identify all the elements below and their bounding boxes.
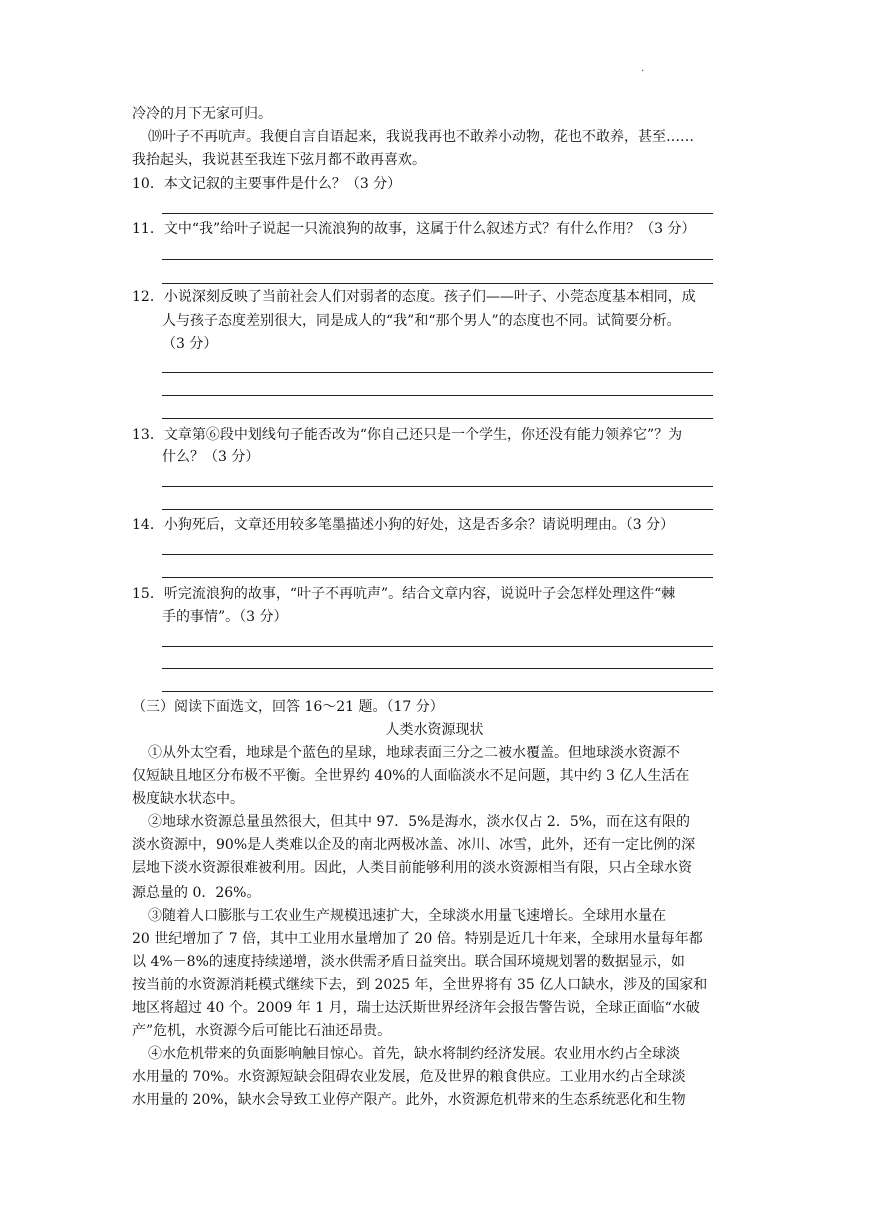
passage-line: ①从外太空看，地球是个蓝色的星球，地球表面三分之二被水覆盖。但地球淡水资源不: [148, 745, 680, 761]
passage-line: 源总量的 0．26%。: [132, 885, 261, 901]
answer-line: [162, 554, 713, 555]
passage-title: 人类水资源现状: [385, 722, 484, 738]
passage-line: ④水危机带来的负面影响触目惊心。首先，缺水将制约经济发展。农业用水约占全球淡: [148, 1046, 680, 1062]
question-12-line: （3 分）: [162, 336, 218, 352]
passage-line: 20 世纪增加了 7 倍，其中工业用水量增加了 20 倍。特别是近几十年来，全球用水量每年都: [132, 931, 703, 947]
question-13-line: 13．文章第⑥段中划线句子能否改为“你自己还只是一个学生，你还没有能力领养它”？为: [132, 427, 683, 443]
passage-line: 产”危机，水资源今后可能比石油还昂贵。: [132, 1023, 392, 1039]
answer-line: [162, 691, 713, 692]
question-11: 11．文中“我”给叶子说起一只流浪狗的故事，这属于什么叙述方式？有什么作用？（3 分）: [132, 221, 696, 237]
passage-line: 仅短缺且地区分布极不平衡。全世界约 40%的人面临淡水不足问题，其中约 3 亿人生活在: [132, 768, 690, 784]
story-text-line: 冷冷的月下无家可归。: [132, 106, 272, 122]
answer-line: [162, 646, 713, 647]
answer-line: [162, 259, 713, 260]
passage-line: 层地下淡水资源很难被利用。因此，人类目前能够利用的淡水资源相当有限，只占全球水资: [132, 860, 692, 876]
passage-line: 淡水资源中，90%是人类难以企及的南北两极冰盖、冰川、冰雪，此外，还有一定比例的深: [132, 837, 696, 853]
answer-line: [162, 509, 713, 510]
passage-line: 水用量的 70%。水资源短缺会阻碍农业发展，危及世界的粮食供应。工业用水约占全球淡: [132, 1069, 686, 1085]
answer-line: [162, 395, 713, 396]
passage-line: 水用量的 20%，缺水会导致工业停产限产。此外，水资源危机带来的生态系统恶化和生物: [132, 1092, 686, 1108]
passage-line: ③随着人口膨胀与工农业生产规模迅速扩大，全球淡水用量飞速增长。全球用水量在: [148, 908, 666, 924]
answer-line: [162, 577, 713, 578]
question-15-line: 15．听完流浪狗的故事，“叶子不再吭声”。结合文章内容，说说叶子会怎样处理这件“棘: [132, 586, 676, 602]
section-3-intro: （三）阅读下面选文，回答 16～21 题。（17 分）: [132, 699, 444, 715]
passage-line: 极度缺水状态中。: [132, 791, 244, 807]
answer-line: [162, 486, 713, 487]
passage-line: 按当前的水资源消耗模式继续下去，到 2025 年，全世界将有 35 亿人口缺水，涉及的国家和: [132, 977, 708, 993]
question-15-line: 手的事情”。（3 分）: [162, 609, 288, 625]
question-12-line: 人与孩子态度差别很大，同是成人的“我”和“那个男人”的态度也不同。试简要分析。: [162, 313, 681, 329]
question-10: 10．本文记叙的主要事件是什么？（3 分）: [132, 176, 402, 192]
story-paragraph-19-line: 我抬起头，我说甚至我连下弦月都不敢再喜欢。: [132, 152, 426, 168]
answer-line: [162, 372, 713, 373]
answer-line: [162, 283, 713, 284]
header-dot: ·: [641, 66, 645, 77]
question-12-line: 12．小说深刻反映了当前社会人们对弱者的态度。孩子们——叶子、小莞态度基本相同，成: [132, 289, 696, 305]
passage-line: 地区将超过 40 个。2009 年 1 月，瑞士达沃斯世界经济年会报告警告说，全球正面临“水破: [132, 1000, 700, 1016]
question-13-line: 什么？（3 分）: [162, 449, 260, 465]
passage-line: ②地球水资源总量虽然很大，但其中 97．5%是海水，淡水仅占 2．5%，而在这有限的: [148, 814, 691, 830]
question-14: 14．小狗死后，文章还用较多笔墨描述小狗的好处，这是否多余？请说明理由。（3 分）: [132, 517, 675, 533]
answer-line: [162, 418, 713, 419]
answer-line: [162, 213, 713, 214]
answer-line: [162, 668, 713, 669]
story-paragraph-19-line: ⒆叶子不再吭声。我便自言自语起来，我说我再也不敢养小动物，花也不敢养，甚至……: [148, 129, 694, 145]
passage-line: 以 4%－8%的速度持续递增，淡水供需矛盾日益突出。联合国环境规划署的数据显示，如: [132, 954, 685, 970]
